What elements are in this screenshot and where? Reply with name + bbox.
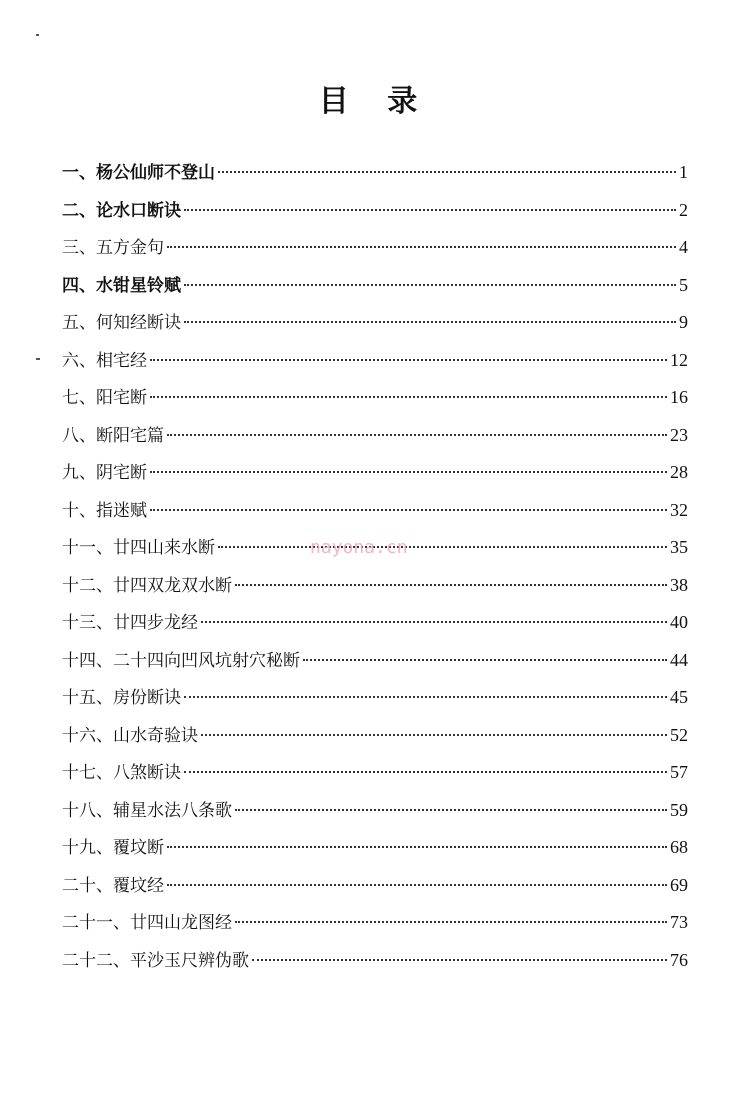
toc-entry-page: 68 — [670, 837, 688, 857]
toc-dot-leader — [150, 395, 667, 398]
toc-entry-label: 四、水钳星铃赋 — [62, 275, 181, 296]
toc-entry-label: 十二、廿四双龙双水断 — [62, 575, 232, 596]
toc-entry-page: 9 — [679, 312, 688, 332]
toc-entry — [62, 308, 688, 346]
toc-entry-label: 二、论水口断诀 — [62, 200, 181, 221]
toc-entry — [62, 158, 688, 196]
toc-dot-leader — [184, 208, 676, 211]
toc-entry — [62, 233, 688, 271]
toc-dot-leader — [150, 470, 667, 473]
toc-entry — [62, 721, 688, 759]
toc-entry-label: 七、阳宅断 — [62, 388, 147, 408]
toc-dot-leader — [218, 170, 676, 173]
toc-dot-leader — [167, 883, 667, 886]
toc-dot-leader — [167, 845, 667, 848]
toc-entry — [62, 646, 688, 684]
toc-entry — [62, 833, 688, 871]
toc-entry-page: 52 — [670, 724, 688, 745]
toc-entry — [62, 383, 688, 421]
toc-entry — [62, 421, 688, 459]
toc-entry — [62, 908, 688, 946]
toc-entry-label: 十七、八煞断诀 — [62, 763, 181, 783]
toc-entry-label: 十六、山水奇验诀 — [62, 725, 198, 746]
toc-dot-leader — [150, 358, 667, 361]
toc-entry — [62, 683, 688, 721]
toc-dot-leader — [167, 245, 676, 248]
scan-mark — [36, 358, 40, 360]
toc-entry-label: 十四、二十四向凹风坑射穴秘断 — [62, 650, 300, 671]
toc-entry-page: 4 — [679, 237, 688, 257]
toc-entry-label: 十、指迷赋 — [62, 500, 147, 521]
toc-entry-label: 九、阴宅断 — [62, 463, 147, 483]
toc-entry — [62, 608, 688, 646]
toc-entry-label: 六、相宅经 — [62, 350, 147, 371]
toc-dot-leader — [252, 958, 667, 961]
toc-entry-label: 二十、覆坟经 — [62, 875, 164, 896]
toc-entry-page: 76 — [670, 949, 688, 970]
toc-entry-label: 一、杨公仙师不登山 — [62, 163, 215, 183]
toc-entry-label: 十五、房份断诀 — [62, 688, 181, 708]
toc-entry — [62, 271, 688, 309]
toc-entry-page: 28 — [670, 462, 688, 482]
watermark: nayona.cn — [310, 537, 408, 558]
toc-dot-leader — [235, 808, 667, 811]
toc-entry — [62, 571, 688, 609]
page-title: 目 录 — [318, 84, 432, 119]
toc-entry — [62, 458, 688, 496]
toc-dot-leader — [303, 658, 667, 661]
toc-entry — [62, 758, 688, 796]
toc-entry — [62, 946, 688, 984]
toc-dot-leader — [150, 508, 667, 511]
toc-dot-leader — [184, 695, 667, 698]
toc-entry-page: 38 — [670, 574, 688, 595]
toc-entry — [62, 346, 688, 384]
toc-entry-label: 八、断阳宅篇 — [62, 425, 164, 446]
toc-dot-leader — [167, 433, 667, 436]
toc-entry-label: 十一、廿四山来水断 — [62, 538, 215, 558]
toc-entry-label: 三、五方金句 — [62, 238, 164, 258]
scan-mark — [36, 34, 39, 36]
toc-entry-page: 35 — [670, 537, 688, 557]
toc-entry-page: 44 — [670, 649, 688, 670]
toc-entry-page: 73 — [670, 912, 688, 932]
toc-entry-label: 五、何知经断诀 — [62, 313, 181, 333]
toc-entry-page: 59 — [670, 799, 688, 820]
toc-entry-page: 23 — [670, 424, 688, 445]
toc-dot-leader — [218, 545, 667, 548]
toc-entry — [62, 871, 688, 909]
toc-entry-label: 十八、辅星水法八条歌 — [62, 800, 232, 821]
toc-dot-leader — [184, 320, 676, 323]
toc-entry-label: 二十二、平沙玉尺辨伪歌 — [62, 950, 249, 971]
toc-entry — [62, 196, 688, 234]
toc-entry-page: 5 — [679, 274, 688, 295]
toc-entry-page: 2 — [679, 199, 688, 220]
toc-entry — [62, 796, 688, 834]
toc-entry — [62, 496, 688, 534]
toc-dot-leader — [184, 283, 676, 286]
toc-entry-label: 十九、覆坟断 — [62, 838, 164, 858]
toc-entry-page: 45 — [670, 687, 688, 707]
table-of-contents — [62, 158, 688, 983]
toc-entry-page: 16 — [670, 387, 688, 407]
toc-entry-page: 57 — [670, 762, 688, 782]
toc-dot-leader — [235, 920, 667, 923]
toc-dot-leader — [201, 620, 667, 623]
toc-entry-label: 十三、廿四步龙经 — [62, 613, 198, 633]
toc-dot-leader — [201, 733, 667, 736]
toc-dot-leader — [184, 770, 667, 773]
toc-entry-page: 32 — [670, 499, 688, 520]
toc-entry-page: 69 — [670, 874, 688, 895]
toc-entry-page: 1 — [679, 162, 688, 182]
toc-entry-page: 40 — [670, 612, 688, 632]
toc-entry-label: 二十一、廿四山龙图经 — [62, 913, 232, 933]
toc-dot-leader — [235, 583, 667, 586]
toc-entry-page: 12 — [670, 349, 688, 370]
